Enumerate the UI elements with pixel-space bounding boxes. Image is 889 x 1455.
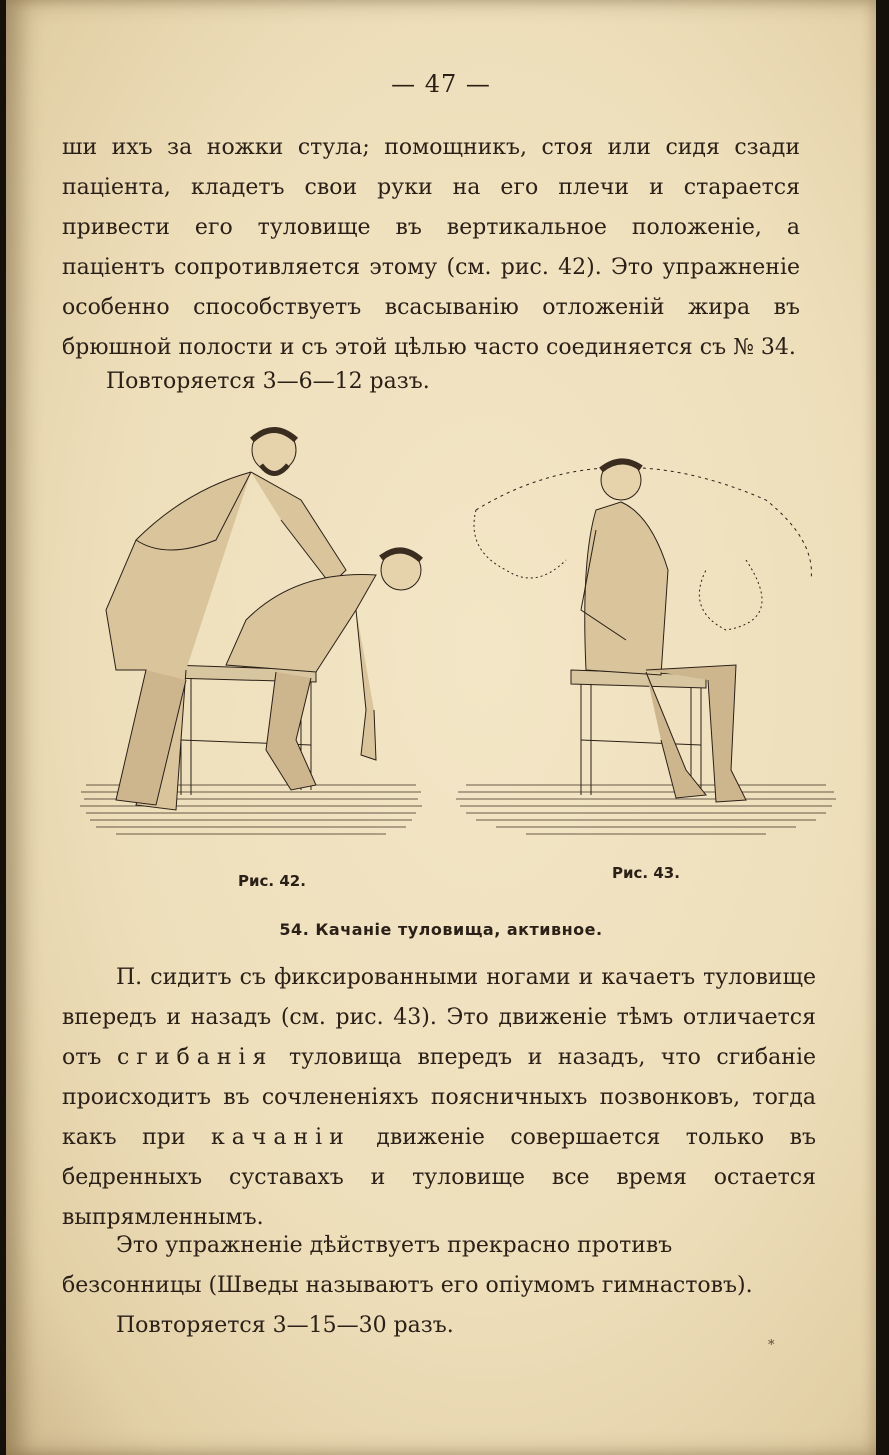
repeat-count-2: Повторяется 3—15—30 разъ.	[116, 1313, 454, 1338]
paragraph-description	[62, 958, 816, 1238]
figure-42-illustration	[76, 410, 436, 850]
floor-shading	[456, 785, 836, 834]
figure-43-caption: Рис. 43.	[612, 864, 680, 882]
figure-43-illustration	[446, 440, 846, 850]
emphasis-spaced-term: качаніи	[210, 1125, 351, 1150]
paragraph-part: П. сидитъ съ фиксированными ногами и качаетъ туловище впередъ и назадъ (см. рис. 43). Это движеніе тѣмъ отличается отъ	[62, 965, 816, 1070]
repeat-count-1: Повторяется 3—6—12 разъ.	[106, 369, 430, 394]
paragraph-part: туловища впередъ и назадъ, что сгибаніе происходитъ въ сочлененіяхъ поясничныхъ позвонковъ, тогда какъ при	[62, 1045, 817, 1150]
paragraph-part: движеніе совершается только въ бедренныхъ суставахъ и туловище все время остается выпрямленнымъ.	[62, 1125, 816, 1230]
book-page	[6, 0, 876, 1455]
paragraph-benefit: Это упражненіе дѣйствуетъ прекрасно противъ безсонницы (Шведы называютъ его опіумомъ гимнастовъ).	[62, 1233, 753, 1298]
section-heading: 54. Качаніе туловища, активное.	[279, 920, 603, 939]
figure-42-caption: Рис. 42.	[238, 872, 306, 890]
page-number: — 47 —	[391, 70, 491, 98]
emphasis-spaced-term: сгибанія	[116, 1045, 274, 1070]
paragraph-continuation: ши ихъ за ножки стула; помощникъ, стоя или сидя сзади паціента, кладетъ свои руки на его плечи и старается привести его туловище въ вертикальное положеніе, а паціентъ сопротивляется этому (см. рис. 42). Это упражненіе особенно способствуетъ всасыванію отложеній жира въ брюшной полости и съ этой цѣлью часто соединяется съ № 34.	[62, 135, 800, 360]
footer-mark: *	[768, 1338, 775, 1353]
